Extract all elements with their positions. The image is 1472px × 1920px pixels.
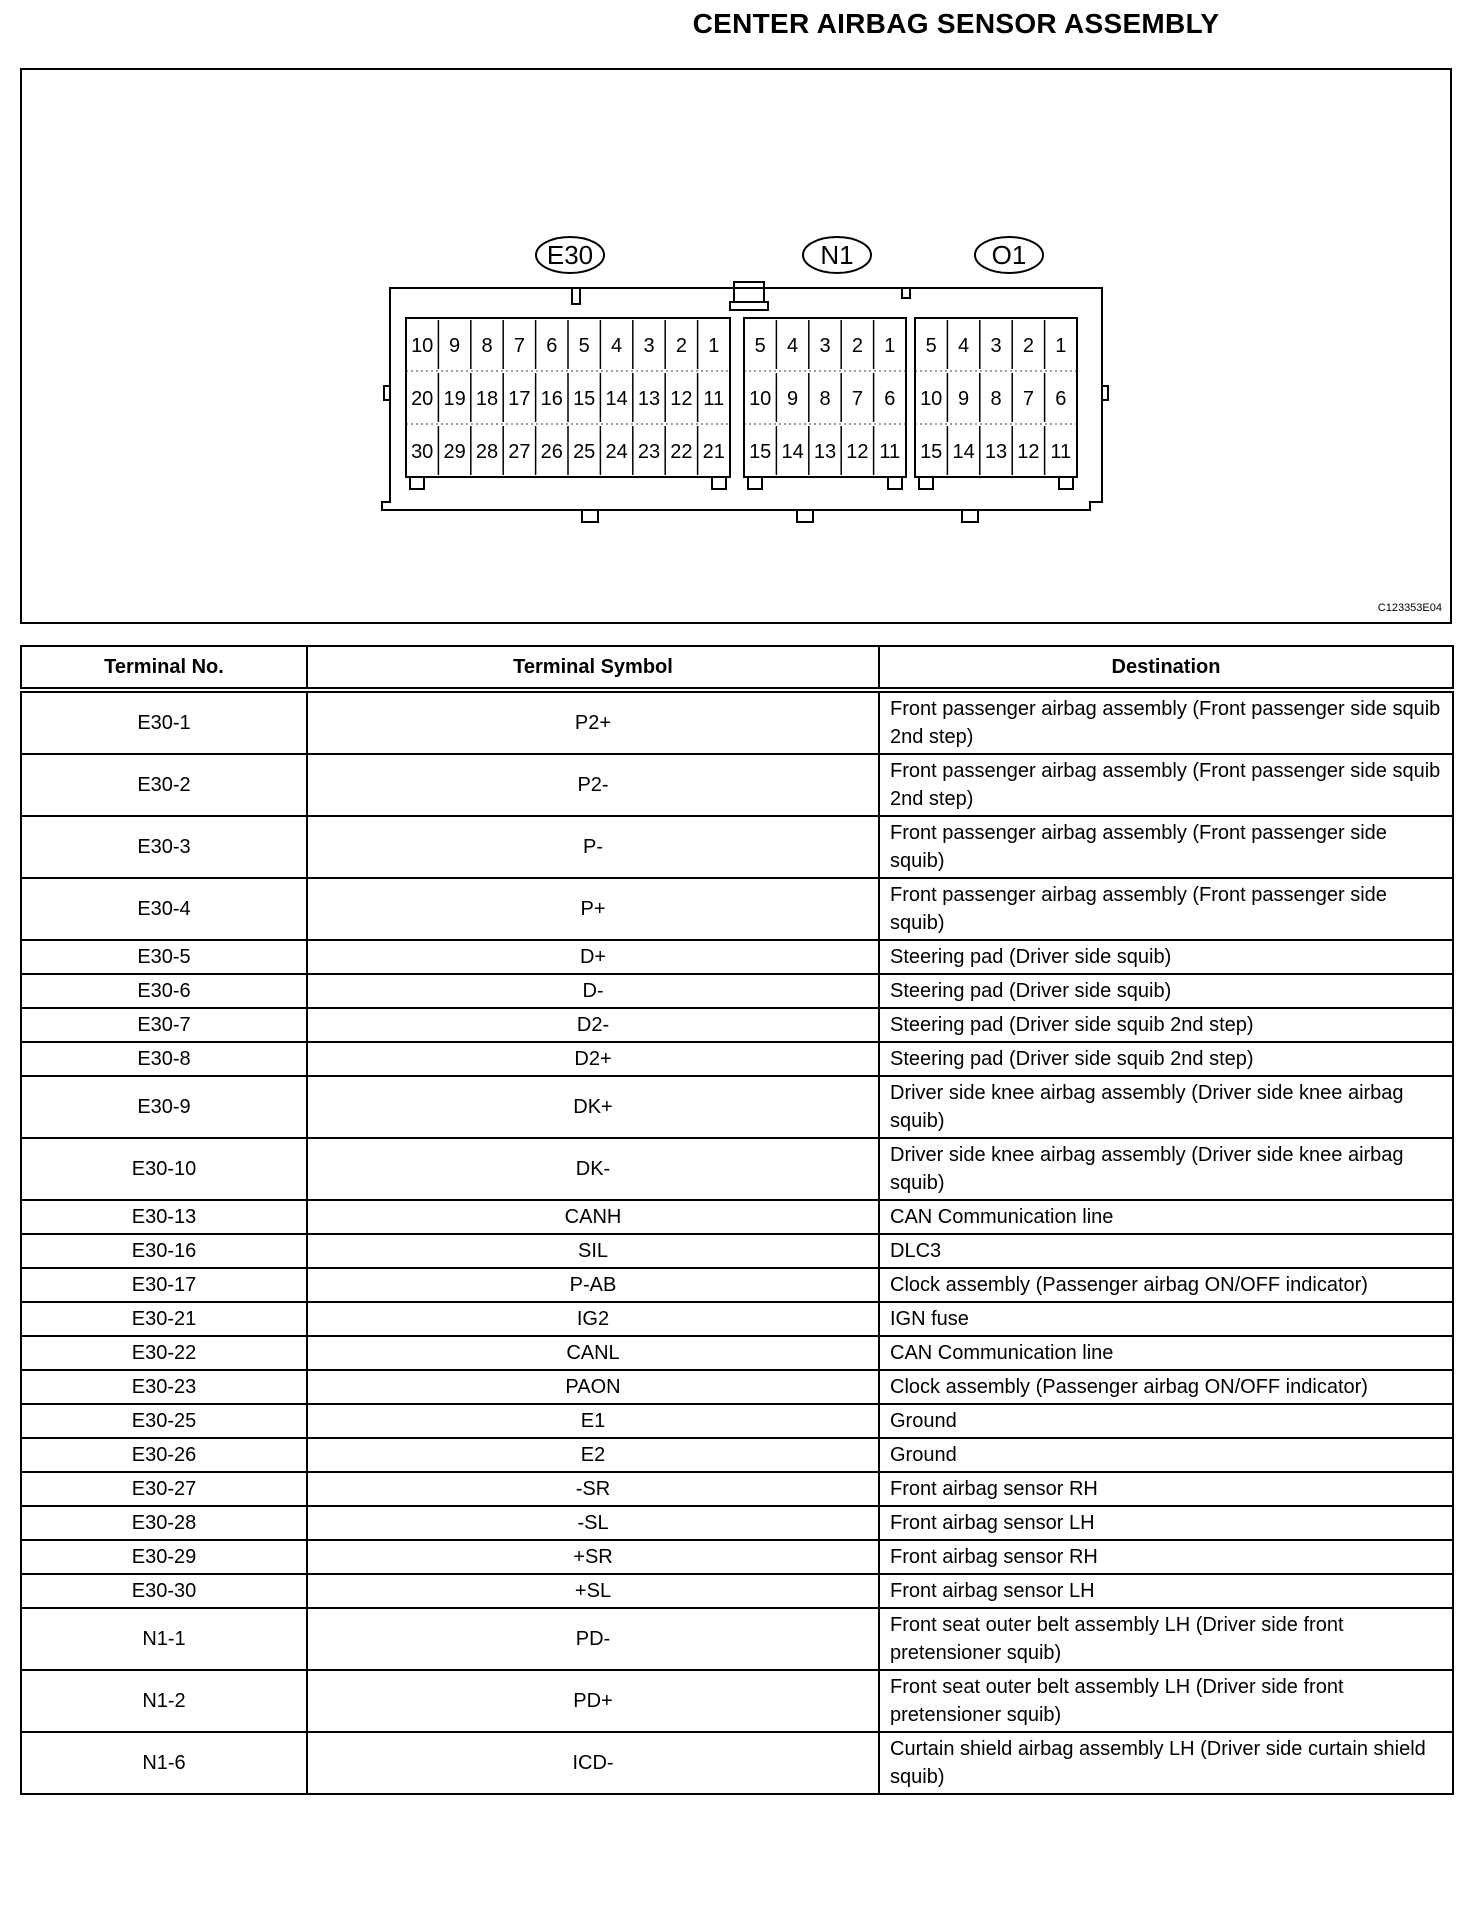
terminal-no-cell: N1-2 [21,1670,307,1732]
pin-number: 10 [749,388,772,410]
terminal-no-cell: E30-5 [21,940,307,974]
table-row [21,816,1453,878]
pin-number: 30 [411,441,434,463]
terminal-no-cell: E30-6 [21,974,307,1008]
pin-number: 8 [819,388,831,410]
pin-number: 16 [540,388,563,410]
connector-label: E30 [546,240,594,270]
table-row [21,1042,1453,1076]
terminal-symbol-cell: PD+ [307,1670,879,1732]
table-row [21,1336,1453,1370]
housing-latch-base [730,302,768,310]
terminal-no-cell: N1-1 [21,1608,307,1670]
terminal-symbol-cell: -SL [307,1506,879,1540]
pin-number: 9 [787,388,799,410]
pin-number: 29 [443,441,466,463]
housing-key-n1 [902,288,910,298]
pin-number: 8 [481,335,493,357]
destination-cell: Clock assembly (Passenger airbag ON/OFF indicator) [879,1370,1453,1404]
connector-diagram [22,70,1450,622]
pin-number: 21 [702,441,725,463]
pin-number: 15 [749,441,772,463]
pin-number: 8 [990,388,1002,410]
pin-number: 11 [1050,441,1072,463]
pin-number: 14 [781,441,804,463]
pin-number: 15 [920,441,943,463]
terminal-symbol-cell: CANH [307,1200,879,1234]
connector-label: O1 [991,240,1027,270]
destination-cell: Driver side knee airbag assembly (Driver side knee airbag squib) [879,1076,1453,1138]
table-row [21,1438,1453,1472]
table-row [21,878,1453,940]
terminal-no-cell: E30-21 [21,1302,307,1336]
terminal-no-cell: E30-10 [21,1138,307,1200]
housing-notch-left [384,386,390,400]
pin-number: 12 [846,441,869,463]
destination-cell: Front airbag sensor RH [879,1472,1453,1506]
destination-cell: CAN Communication line [879,1336,1453,1370]
page-title: CENTER AIRBAG SENSOR ASSEMBLY [692,8,1220,39]
terminal-symbol-cell: P2- [307,754,879,816]
pin-number: 2 [1022,335,1034,357]
terminal-symbol-cell: E2 [307,1438,879,1472]
terminal-symbol-cell: P+ [307,878,879,940]
destination-cell: Front seat outer belt assembly LH (Driver side front pretensioner squib) [879,1670,1453,1732]
connector-tab [712,477,726,489]
terminal-no-cell: E30-25 [21,1404,307,1438]
pin-number: 13 [984,441,1008,463]
terminal-symbol-cell: IG2 [307,1302,879,1336]
destination-cell: Steering pad (Driver side squib 2nd step) [879,1008,1453,1042]
pin-number: 20 [411,388,434,410]
table-body [21,690,1453,1794]
connector-tab [410,477,424,489]
terminal-no-cell: E30-4 [21,878,307,940]
pin-number: 2 [675,335,687,357]
terminal-no-cell: E30-27 [21,1472,307,1506]
pin-number: 18 [475,388,499,410]
destination-cell: Front passenger airbag assembly (Front passenger side squib 2nd step) [879,690,1453,754]
destination-cell: CAN Communication line [879,1200,1453,1234]
pin-number: 19 [443,388,466,410]
destination-cell: Front passenger airbag assembly (Front passenger side squib) [879,878,1453,940]
table-row [21,1268,1453,1302]
terminal-no-cell: E30-30 [21,1574,307,1608]
destination-cell: Front airbag sensor LH [879,1574,1453,1608]
terminal-no-cell: E30-7 [21,1008,307,1042]
table-row [21,1200,1453,1234]
pin-number: 11 [703,388,725,410]
pin-number: 22 [670,441,693,463]
terminal-no-cell: E30-2 [21,754,307,816]
pin-number: 11 [879,441,901,463]
table-row [21,690,1453,754]
pin-number: 13 [813,441,837,463]
table-row [21,1574,1453,1608]
pin-number: 10 [411,335,434,357]
connector-tab [888,477,902,489]
pin-number: 5 [754,335,766,357]
connector-figure [20,68,1452,624]
terminal-no-cell: E30-28 [21,1506,307,1540]
terminal-symbol-cell: CANL [307,1336,879,1370]
terminal-no-cell: E30-22 [21,1336,307,1370]
pin-number: 13 [637,388,661,410]
housing-notch-right [1102,386,1108,400]
pin-number: 7 [1022,388,1034,410]
figure-id: C123353E04 [1377,602,1442,614]
table-row [21,1008,1453,1042]
housing-bottom-tab [962,510,978,522]
table-row [21,1404,1453,1438]
pin-number: 26 [540,441,563,463]
pin-number: 23 [637,441,661,463]
pin-number: 9 [449,335,461,357]
col-terminal-symbol: Terminal Symbol [307,646,879,690]
pin-number: 6 [884,388,896,410]
pin-number: 1 [884,335,896,357]
housing-key-e30 [572,288,580,304]
terminal-symbol-cell: PAON [307,1370,879,1404]
terminal-no-cell: E30-3 [21,816,307,878]
pin-number: 15 [573,388,596,410]
table-row [21,754,1453,816]
table-row [21,1670,1453,1732]
pin-number: 14 [952,441,975,463]
destination-cell: DLC3 [879,1234,1453,1268]
terminal-symbol-cell: D+ [307,940,879,974]
table-row [21,1472,1453,1506]
pin-number: 4 [611,335,623,357]
pin-number: 27 [508,441,531,463]
pin-number: 5 [925,335,937,357]
pin-number: 3 [643,335,655,357]
terminal-no-cell: E30-9 [21,1076,307,1138]
terminal-symbol-cell: DK- [307,1138,879,1200]
pin-number: 6 [546,335,558,357]
pin-number: 4 [787,335,799,357]
table-row [21,1608,1453,1670]
terminal-no-cell: E30-16 [21,1234,307,1268]
table-row [21,940,1453,974]
terminal-symbol-cell: -SR [307,1472,879,1506]
pin-number: 1 [708,335,720,357]
terminal-symbol-cell: D- [307,974,879,1008]
pin-number: 5 [578,335,590,357]
col-terminal-no: Terminal No. [21,646,307,690]
housing-bottom-tab [797,510,813,522]
terminal-symbol-cell: ICD- [307,1732,879,1794]
destination-cell: Steering pad (Driver side squib) [879,974,1453,1008]
terminal-no-cell: E30-26 [21,1438,307,1472]
terminal-symbol-cell: D2- [307,1008,879,1042]
terminal-symbol-cell: P-AB [307,1268,879,1302]
terminal-symbol-cell: P- [307,816,879,878]
table-row [21,1076,1453,1138]
terminal-no-cell: E30-17 [21,1268,307,1302]
connector-tab [1059,477,1073,489]
connector-tab [919,477,933,489]
destination-cell: Front airbag sensor RH [879,1540,1453,1574]
pin-number: 10 [920,388,943,410]
pin-number: 4 [958,335,970,357]
pin-number: 9 [958,388,970,410]
terminal-table [20,645,1454,1795]
destination-cell: Front airbag sensor LH [879,1506,1453,1540]
terminal-symbol-cell: D2+ [307,1042,879,1076]
pin-number: 3 [819,335,831,357]
col-destination: Destination [879,646,1453,690]
pin-number: 7 [513,335,525,357]
terminal-no-cell: E30-8 [21,1042,307,1076]
terminal-symbol-cell: DK+ [307,1076,879,1138]
pin-number: 12 [1017,441,1040,463]
table-row [21,1234,1453,1268]
table-header-row [21,646,1453,690]
table-row [21,1370,1453,1404]
pin-number: 25 [573,441,596,463]
destination-cell: Curtain shield airbag assembly LH (Driver side curtain shield squib) [879,1732,1453,1794]
table-row [21,1506,1453,1540]
destination-cell: Front seat outer belt assembly LH (Driver side front pretensioner squib) [879,1608,1453,1670]
housing-latch [734,282,764,302]
terminal-symbol-cell: P2+ [307,690,879,754]
destination-cell: Clock assembly (Passenger airbag ON/OFF indicator) [879,1268,1453,1302]
pin-number: 1 [1055,335,1067,357]
terminal-symbol-cell: SIL [307,1234,879,1268]
terminal-no-cell: E30-29 [21,1540,307,1574]
table-row [21,1732,1453,1794]
housing-bottom-tab [582,510,598,522]
destination-cell: Front passenger airbag assembly (Front passenger side squib 2nd step) [879,754,1453,816]
destination-cell: IGN fuse [879,1302,1453,1336]
pin-number: 2 [851,335,863,357]
terminal-no-cell: E30-23 [21,1370,307,1404]
pin-number: 28 [475,441,499,463]
pin-number: 6 [1055,388,1067,410]
terminal-no-cell: N1-6 [21,1732,307,1794]
terminal-symbol-cell: E1 [307,1404,879,1438]
table-row [21,1540,1453,1574]
pin-number: 12 [670,388,693,410]
pin-number: 7 [851,388,863,410]
pin-number: 3 [990,335,1002,357]
terminal-no-cell: E30-1 [21,690,307,754]
destination-cell: Ground [879,1404,1453,1438]
table-row [21,1302,1453,1336]
destination-cell: Steering pad (Driver side squib) [879,940,1453,974]
pin-number: 24 [605,441,628,463]
pin-number: 14 [605,388,628,410]
table-row [21,1138,1453,1200]
terminal-symbol-cell: +SR [307,1540,879,1574]
terminal-symbol-cell: +SL [307,1574,879,1608]
destination-cell: Ground [879,1438,1453,1472]
destination-cell: Front passenger airbag assembly (Front passenger side squib) [879,816,1453,878]
destination-cell: Steering pad (Driver side squib 2nd step) [879,1042,1453,1076]
connector-tab [748,477,762,489]
terminal-symbol-cell: PD- [307,1608,879,1670]
table-row [21,974,1453,1008]
connector-label: N1 [820,240,854,270]
terminal-no-cell: E30-13 [21,1200,307,1234]
destination-cell: Driver side knee airbag assembly (Driver side knee airbag squib) [879,1138,1453,1200]
pin-number: 17 [508,388,531,410]
